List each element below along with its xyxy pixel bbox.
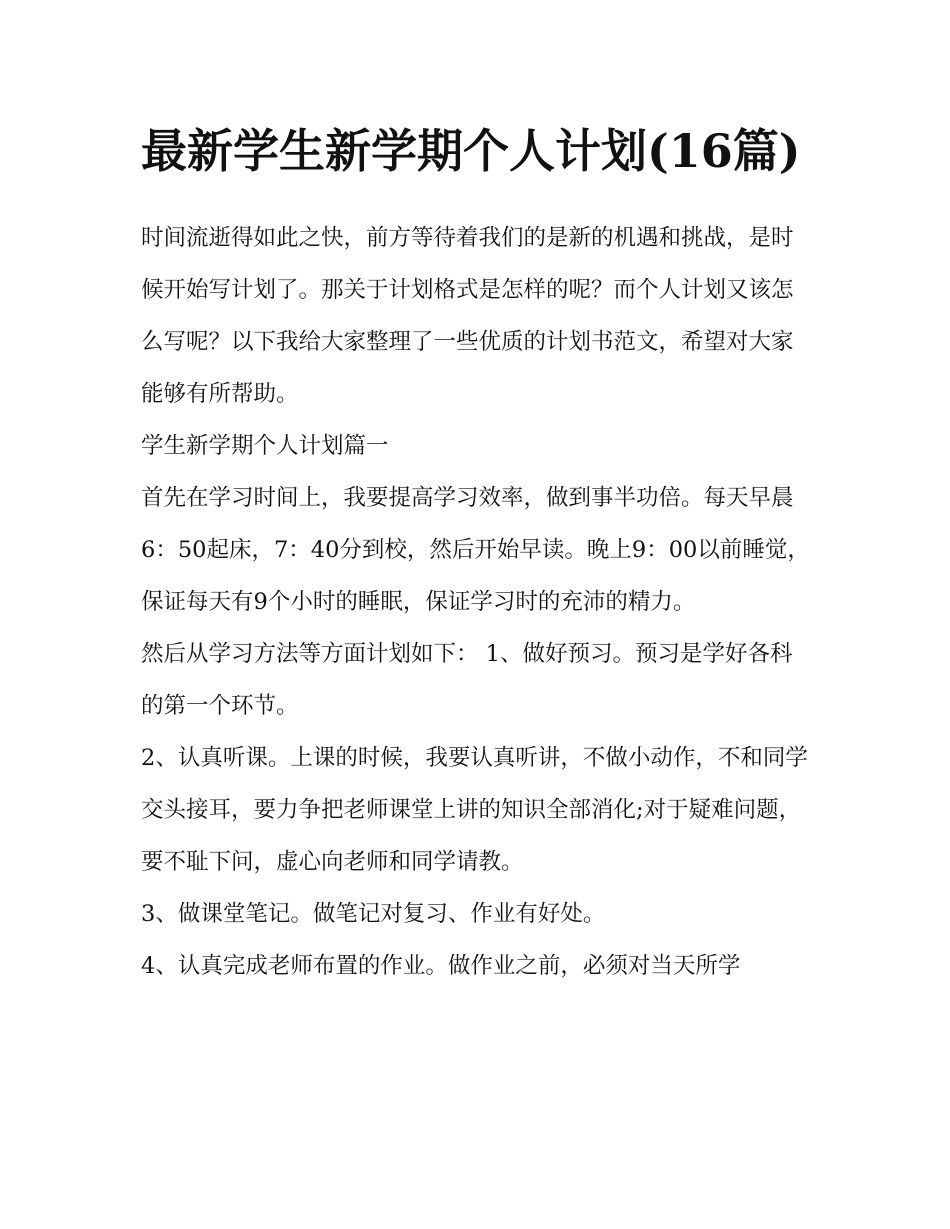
body-paragraph: 3、做课堂笔记。做笔记对复习、作业有好处。 [141,901,606,927]
body-paragraph: 2、认真听课。上课的时候，我要认真听讲，不做小动作，不和同学交头接耳，要力争把老师课堂上讲的知识全部消化;对于疑难问题，要不耻下问，虚心向老师和同学请教。 [141,745,808,875]
intro-paragraph: 时间流逝得如此之快，前方等待着我们的是新的机遇和挑战，是时候开始写计划了。那关于计划格式是怎样的呢？而个人计划又该怎么写呢？以下我给大家整理了一些优质的计划书范文，希望对大家能够有所帮助。 [141,225,794,407]
body-paragraph: 然后从学习方法等方面计划如下： 1、做好预习。预习是学好各科的第一个环节。 [141,641,793,719]
document-title: 最新学生新学期个人计划(16篇) [141,124,801,178]
body-paragraph: 4、认真完成老师布置的作业。做作业之前，必须对当天所学 [141,953,741,979]
section-heading: 学生新学期个人计划篇一 [141,433,389,459]
body-paragraph: 首先在学习时间上，我要提高学习效率，做到事半功倍。每天早晨6：50起床，7：40分到校，然后开始早读。晚上9：00以前睡觉，保证每天有9个小时的睡眠，保证学习时的充沛的精力。 [141,485,810,615]
document-body [141,112,813,992]
